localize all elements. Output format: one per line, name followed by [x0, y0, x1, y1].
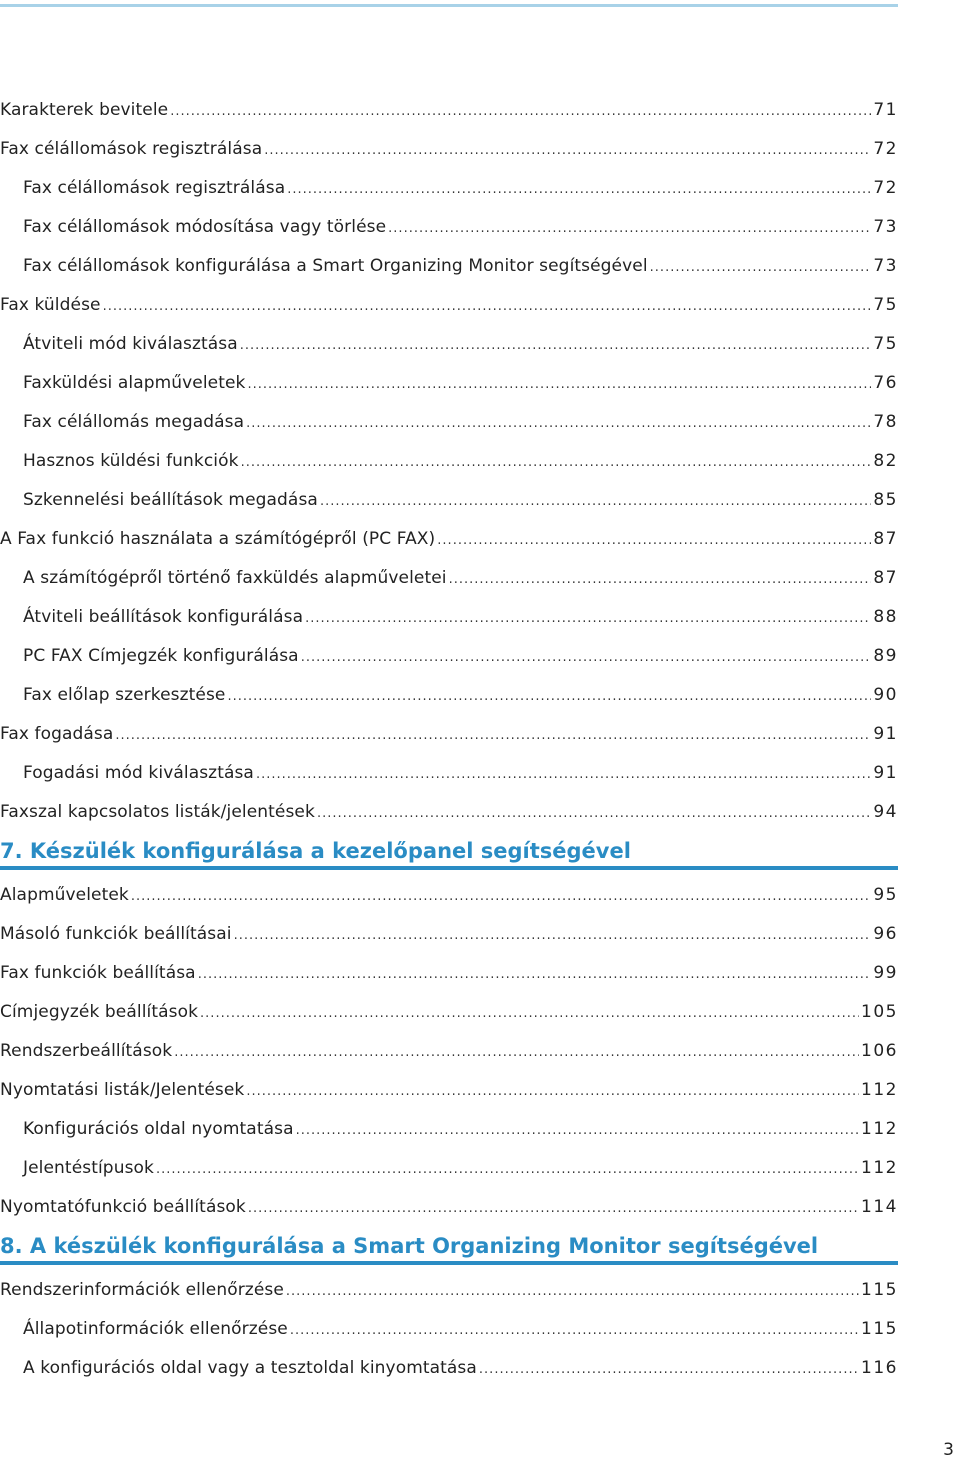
toc-entry[interactable] [0, 920, 898, 948]
chapter-heading[interactable]: 7. Készülék konfigurálása a kezelőpanel segítségével [0, 839, 631, 863]
toc-entry-page: 115 [861, 1319, 898, 1339]
toc-entry-page: 91 [873, 763, 898, 783]
dot-leader [388, 215, 871, 243]
toc-entry-page: 112 [861, 1080, 898, 1100]
toc-entry-page: 116 [861, 1358, 898, 1378]
toc-entry-title: Rendszerbeállítások [0, 1041, 173, 1061]
toc-entry-title: Jelentéstípusok [23, 1158, 154, 1178]
dot-leader [317, 800, 871, 828]
toc-entry[interactable] [0, 1354, 898, 1382]
dot-leader [256, 761, 871, 789]
toc-entry[interactable] [0, 759, 898, 787]
toc-entry-page: 112 [861, 1119, 898, 1139]
toc-entry[interactable] [0, 603, 898, 631]
toc-entry-page: 73 [873, 256, 898, 276]
toc-entry-page: 89 [873, 646, 898, 666]
toc-entry-page: 78 [873, 412, 898, 432]
toc-entry-title: Fax célállomások konfigurálása a Smart Organizing Monitor segítségével [23, 256, 648, 276]
toc-entry[interactable] [0, 798, 898, 826]
toc-entry-page: 115 [861, 1280, 898, 1300]
dot-leader [320, 488, 871, 516]
toc-entry-page: 75 [873, 334, 898, 354]
dot-leader [301, 644, 872, 672]
toc-entry-title: Átviteli mód kiválasztása [23, 334, 238, 354]
toc-entry[interactable] [0, 959, 898, 987]
dot-leader [198, 961, 872, 989]
toc-entry[interactable] [0, 174, 898, 202]
dot-leader [437, 527, 871, 555]
dot-leader [650, 254, 872, 282]
dot-leader [248, 1195, 859, 1223]
toc-entry-page: 72 [873, 139, 898, 159]
toc-entry-title: Alapműveletek [0, 885, 129, 905]
dot-leader [246, 1078, 859, 1106]
toc-entry[interactable] [0, 1154, 898, 1182]
toc-entry-page: 99 [873, 963, 898, 983]
dot-leader [246, 410, 871, 438]
toc-entry-page: 76 [873, 373, 898, 393]
toc-entry-page: 106 [861, 1041, 898, 1061]
dot-leader [287, 176, 871, 204]
toc-entry[interactable] [0, 135, 898, 163]
toc-entry-page: 114 [861, 1197, 898, 1217]
toc-entry-title: A számítógépről történő faxküldés alapműveletei [23, 568, 447, 588]
page-number: 3 [943, 1440, 954, 1460]
dot-leader [479, 1356, 859, 1384]
toc-entry-title: Címjegyzék beállítások [0, 1002, 199, 1022]
toc-entry-page: 94 [873, 802, 898, 822]
dot-leader [240, 332, 872, 360]
dot-leader [264, 137, 871, 165]
dot-leader [103, 293, 872, 321]
dot-leader [248, 371, 872, 399]
dot-leader [131, 883, 871, 911]
toc-entry[interactable] [0, 1037, 898, 1065]
dot-leader [286, 1278, 859, 1306]
toc-entry-title: Fax célállomások regisztrálása [23, 178, 286, 198]
toc-entry-title: Átviteli beállítások konfigurálása [23, 607, 304, 627]
toc-entry[interactable] [0, 998, 898, 1026]
toc-entry-title: A konfigurációs oldal vagy a tesztoldal kinyomtatása [23, 1358, 477, 1378]
toc-entry-title: Szkennelési beállítások megadása [23, 490, 318, 510]
toc-entry-page: 87 [873, 568, 898, 588]
toc-entry-page: 88 [873, 607, 898, 627]
toc-entry-title: Nyomtatófunkció beállítások [0, 1197, 246, 1217]
toc-entry-page: 112 [861, 1158, 898, 1178]
toc-entry-title: Fax célállomás megadása [23, 412, 245, 432]
toc-entry-title: Konfigurációs oldal nyomtatása [23, 1119, 294, 1139]
toc-entry-title: Állapotinformációk ellenőrzése [23, 1319, 288, 1339]
toc-entry[interactable] [0, 1193, 898, 1221]
toc-entry-title: Faxszal kapcsolatos listák/jelentések [0, 802, 315, 822]
dot-leader [200, 1000, 859, 1028]
toc-entry-title: Fax funkciók beállítása [0, 963, 196, 983]
dot-leader [174, 1039, 859, 1067]
toc-entry-title: Rendszerinformációk ellenőrzése [0, 1280, 284, 1300]
dot-leader [305, 605, 871, 633]
dot-leader [449, 566, 872, 594]
toc-entry-title: Fax fogadása [0, 724, 114, 744]
toc-entry-page: 75 [873, 295, 898, 315]
toc-entry[interactable] [0, 881, 898, 909]
toc-entry-page: 71 [873, 100, 898, 120]
toc-entry-page: 73 [873, 217, 898, 237]
dot-leader [170, 98, 871, 126]
dot-leader [290, 1317, 859, 1345]
dot-leader [296, 1117, 859, 1145]
toc-entry-title: Fax küldése [0, 295, 101, 315]
toc-entry[interactable] [0, 1115, 898, 1143]
toc-entry[interactable] [0, 96, 898, 124]
chapter-heading[interactable]: 8. A készülék konfigurálása a Smart Organizing Monitor segítségével [0, 1234, 819, 1258]
toc-entry[interactable] [0, 369, 898, 397]
toc-entry[interactable] [0, 447, 898, 475]
toc-entry[interactable] [0, 291, 898, 319]
toc-entry-page: 72 [873, 178, 898, 198]
toc-entry-title: PC FAX Címjegzék konfigurálása [23, 646, 299, 666]
toc-entry-title: Fax célállomások módosítása vagy törlése [23, 217, 387, 237]
dot-leader [227, 683, 871, 711]
toc-entry[interactable] [0, 330, 898, 358]
toc-entry[interactable] [0, 564, 898, 592]
toc-entry-page: 91 [873, 724, 898, 744]
toc-entry-title: Nyomtatási listák/Jelentések [0, 1080, 245, 1100]
toc-entry-title: A Fax funkció használata a számítógépről (PC FAX) [0, 529, 436, 549]
toc-entry-page: 82 [873, 451, 898, 471]
toc-entry-page: 87 [873, 529, 898, 549]
toc-entry[interactable] [0, 1276, 898, 1304]
dot-leader [156, 1156, 859, 1184]
toc-entry-page: 96 [873, 924, 898, 944]
toc-entry[interactable] [0, 252, 898, 280]
dot-leader [115, 722, 871, 750]
chapter-rule [0, 866, 898, 870]
toc-entry-page: 85 [873, 490, 898, 510]
toc-entry[interactable] [0, 408, 898, 436]
toc-entry-title: Fax előlap szerkesztése [23, 685, 226, 705]
toc-entry[interactable] [0, 525, 898, 553]
chapter-rule [0, 1261, 898, 1265]
toc-entry-title: Fogadási mód kiválasztása [23, 763, 254, 783]
toc-entry[interactable] [0, 1076, 898, 1104]
toc-entry[interactable] [0, 1315, 898, 1343]
top-rule [0, 4, 898, 7]
toc-entry-page: 95 [873, 885, 898, 905]
toc-entry-title: Fax célállomások regisztrálása [0, 139, 263, 159]
toc-entry[interactable] [0, 486, 898, 514]
toc-entry[interactable] [0, 642, 898, 670]
toc-entry[interactable] [0, 213, 898, 241]
toc-entry-page: 90 [873, 685, 898, 705]
dot-leader [234, 922, 872, 950]
toc-entry[interactable] [0, 720, 898, 748]
toc-entry-title: Másoló funkciók beállításai [0, 924, 232, 944]
toc-entry-title: Faxküldési alapműveletek [23, 373, 246, 393]
toc-entry-title: Hasznos küldési funkciók [23, 451, 239, 471]
dot-leader [241, 449, 872, 477]
toc-entry-title: Karakterek bevitele [0, 100, 169, 120]
toc-entry-page: 105 [861, 1002, 898, 1022]
toc-entry[interactable] [0, 681, 898, 709]
